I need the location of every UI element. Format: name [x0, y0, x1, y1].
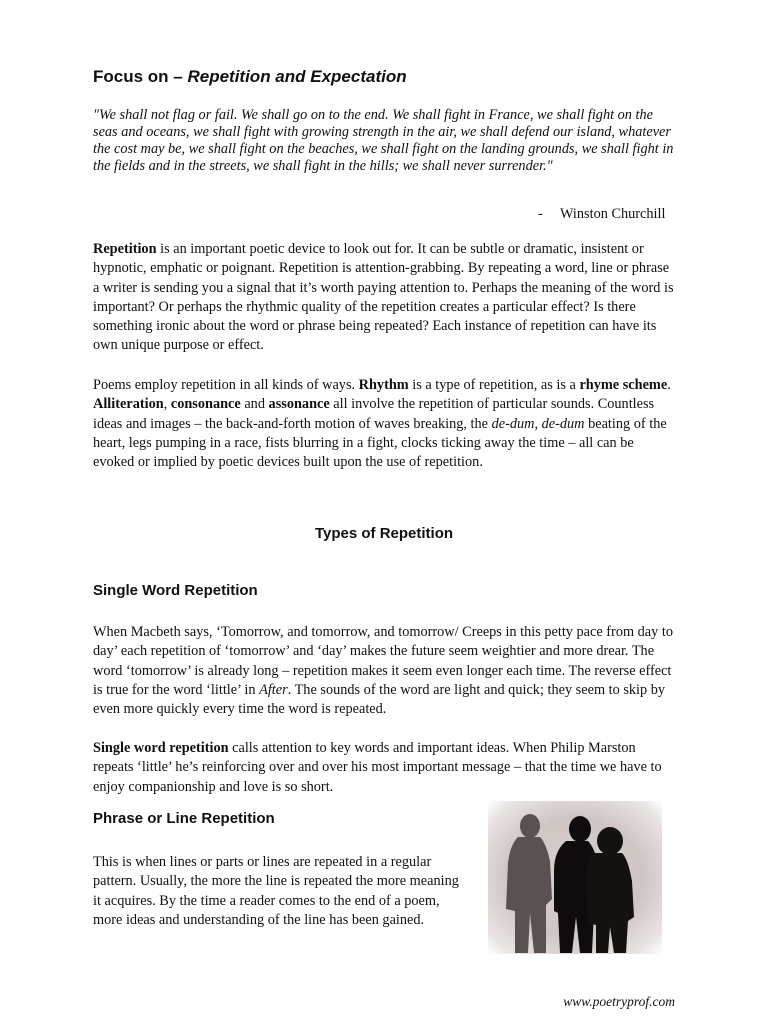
- silhouette-couple-image: [488, 801, 662, 954]
- title-prefix: Focus on –: [93, 67, 188, 86]
- footer-url: www.poetryprof.com: [563, 994, 675, 1009]
- attribution-author: Winston Churchill: [560, 206, 666, 222]
- hooded-figure-silhouette: [586, 827, 634, 953]
- term-consonance: consonance: [170, 396, 241, 413]
- macbeth-text-1: When Macbeth says, ‘Tomorrow, and tomorrow, and tomorrow/ Creeps in this petty pace from day to day’ each repetition of ‘tomorrow’ and ‘day’ makes the future seem weightier and more drear. The word ‘tomorrow’ is already long – repetition makes it seem even longer each time. The reverse effect is true for the word ‘little’ in: [93, 624, 673, 698]
- ways-text-7: beating of the heart, legs pumping in a race, fists blurring in a fight, clocks ticking away the time – all can be evoked or implied by poetic devices built upon the use of repetition.: [93, 415, 667, 471]
- after-title-italic: After: [259, 681, 288, 698]
- grey-figure-silhouette: [506, 814, 552, 953]
- single-word-heading: Single Word Repetition: [93, 582, 258, 599]
- quote-attribution: [538, 206, 665, 223]
- phrase-paragraph: This is when lines or parts or lines are repeated in a regular pattern. Usually, the more the line is repeated the more meaning it acquires. By the time a reader comes to the end of a poem, more ideas and understanding of the line has been gained.: [93, 854, 459, 928]
- types-heading: Types of Repetition: [314, 525, 454, 542]
- ways-text-6: all involve the repetition of particular sounds. Countless ideas and images – the back-and-forth motion of waves breaking, the: [93, 396, 655, 432]
- intro-paragraph: [93, 240, 678, 356]
- term-assonance: assonance: [268, 396, 330, 413]
- silhouette-illustration: [488, 801, 662, 954]
- ways-text-2: is a type of repetition, as is a: [408, 377, 580, 393]
- term-alliteration: Alliteration: [93, 396, 164, 413]
- single-word-paragraph: [93, 739, 678, 797]
- title-emphasis: Repetition and Expectation: [187, 67, 407, 86]
- page-title: [93, 67, 407, 87]
- single-word-text: calls attention to key words and important ideas. When Philip Marston repeats ‘little’ he’s reinforcing over and over his most important message – that the time we have to enjoy companionship and love is so short.: [93, 740, 662, 795]
- ways-text-4: ,: [163, 396, 171, 413]
- term-rhyme-scheme: rhyme scheme: [579, 377, 668, 393]
- ways-paragraph: [93, 376, 678, 472]
- term-rhythm: Rhythm: [358, 377, 409, 393]
- ways-text-5: and: [240, 396, 269, 413]
- phrase-heading: Phrase or Line Repetition: [93, 810, 275, 827]
- term-repetition: Repetition: [93, 241, 157, 257]
- ways-text-1: Poems employ repetition in all kinds of ways.: [93, 377, 359, 393]
- intro-text: is an important poetic device to look out for. It can be subtle or dramatic, insistent or hypnotic, emphatic or poignant. Repetition is attention-grabbing. By repeating a word, line or phrase a writer is sending you a signal that it’s worth paying attention to. Perhaps the meaning of the word is important? Or perhaps the rhythmic quality of the repetition creates a particular effect? Is there something ironic about the word or phrase being repeated? Each instance of repetition can have its own unique purpose or effect.: [93, 241, 674, 354]
- macbeth-paragraph: [93, 623, 678, 719]
- ways-text-3: .: [667, 377, 671, 393]
- churchill-quote: "We shall not flag or fail. We shall go on to the end. We shall fight in France, we shall fight on the seas and oceans, we shall fight with growing strength in the air, we shall defend our island, whatever the cost may be, we shall fight on the beaches, we shall fight on the landing grounds, we shall fight in the fields and in the streets, we shall fight in the hills; we shall never surrender.": [93, 107, 674, 174]
- macbeth-text-2: . The sounds of the word are light and quick; they seem to skip by even more quickly every time the word is repeated.: [93, 681, 666, 718]
- de-dum-italic: de-dum, de-dum: [491, 415, 585, 432]
- term-single-word-repetition: Single word repetition: [93, 740, 229, 756]
- attribution-dash: -: [538, 206, 543, 222]
